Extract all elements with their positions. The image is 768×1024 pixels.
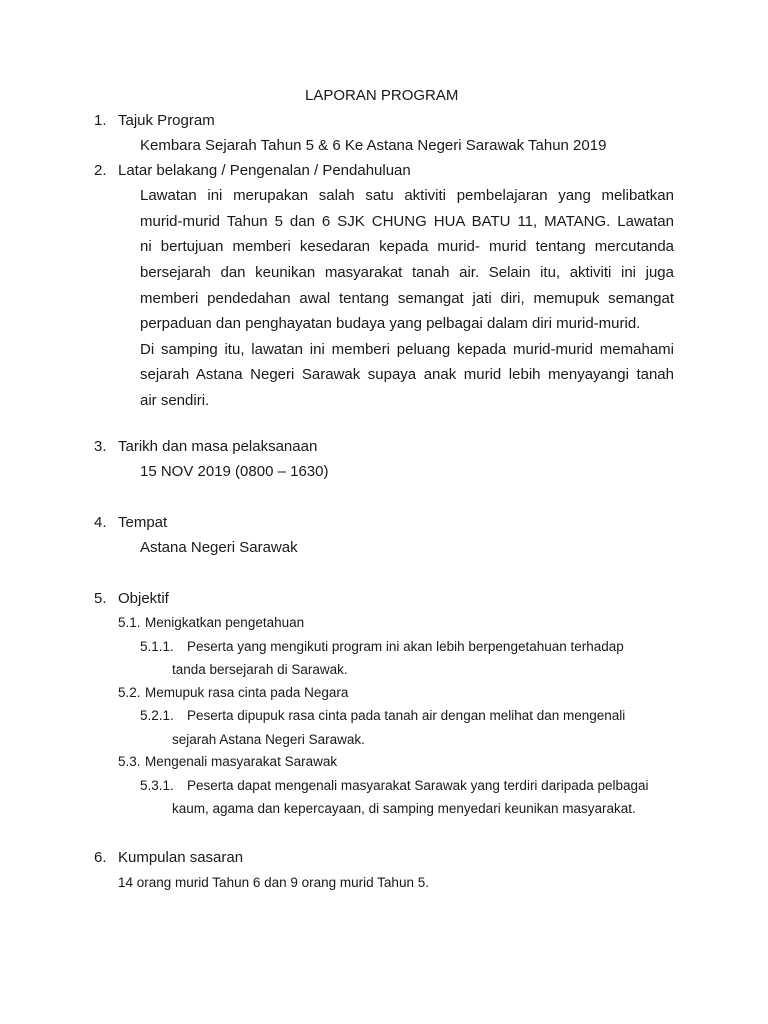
section-2-line: Di samping itu, lawatan ini memberi peluang kepada murid-murid memahami <box>140 341 674 358</box>
subsection-5-1-number: 5.1. <box>118 615 141 630</box>
item-5-2-1-line: sejarah Astana Negeri Sarawak. <box>172 732 365 747</box>
section-2-line: sejarah Astana Negeri Sarawak supaya anak murid lebih menyayangi tanah <box>140 366 674 383</box>
section-6-number: 6. <box>94 849 107 866</box>
section-2-line: air sendiri. <box>140 392 210 409</box>
section-2-line: murid-murid Tahun 5 dan 6 SJK CHUNG HUA BATU 11, MATANG. Lawatan <box>140 213 674 230</box>
section-2-line: memberi pendedahan awal tentang semangat jati diri, memupuk semangat <box>140 290 674 307</box>
item-5-3-1-number: 5.3.1. <box>140 778 174 793</box>
section-1-body: Kembara Sejarah Tahun 5 & 6 Ke Astana Negeri Sarawak Tahun 2019 <box>140 137 607 154</box>
section-2-line: ni bertujuan memberi kesedaran kepada murid- murid tentang mercutanda <box>140 238 674 255</box>
section-1-number: 1. <box>94 112 107 129</box>
item-5-2-1-line: Peserta dipupuk rasa cinta pada tanah air dengan melihat dan mengenali <box>187 708 626 723</box>
section-2-line: bersejarah dan keunikan masyarakat tanah air. Selain itu, aktiviti ini juga <box>140 264 674 281</box>
section-5-heading: Objektif <box>118 590 169 607</box>
section-5-number: 5. <box>94 590 107 607</box>
item-5-1-1-line: Peserta yang mengikuti program ini akan lebih berpengetahuan terhadap <box>187 639 624 654</box>
subsection-5-2-number: 5.2. <box>118 685 141 700</box>
section-3-number: 3. <box>94 438 107 455</box>
section-4-heading: Tempat <box>118 514 168 531</box>
item-5-3-1-line: kaum, agama dan kepercayaan, di samping menyedari keunikan masyarakat. <box>172 801 636 816</box>
section-2-line: Lawatan ini merupakan salah satu aktiviti pembelajaran yang melibatkan <box>140 187 674 204</box>
section-4-number: 4. <box>94 514 107 531</box>
subsection-5-3-heading: Mengenali masyarakat Sarawak <box>145 754 338 769</box>
subsection-5-2-heading: Memupuk rasa cinta pada Negara <box>145 685 349 700</box>
section-2-line: perpaduan dan penghayatan budaya yang pelbagai dalam diri murid-murid. <box>140 315 641 332</box>
section-2-heading: Latar belakang / Pengenalan / Pendahuluan <box>118 162 411 179</box>
section-2-number: 2. <box>94 162 107 179</box>
subsection-5-1-heading: Menigkatkan pengetahuan <box>145 615 305 630</box>
section-1-heading: Tajuk Program <box>118 112 215 129</box>
section-6-heading: Kumpulan sasaran <box>118 849 244 866</box>
section-4-body: Astana Negeri Sarawak <box>140 539 298 556</box>
item-5-2-1-number: 5.2.1. <box>140 708 174 723</box>
section-6-body: 14 orang murid Tahun 6 dan 9 orang murid Tahun 5. <box>118 875 429 890</box>
item-5-1-1-line: tanda bersejarah di Sarawak. <box>172 662 348 677</box>
item-5-3-1-line: Peserta dapat mengenali masyarakat Sarawak yang terdiri daripada pelbagai <box>187 778 649 793</box>
subsection-5-3-number: 5.3. <box>118 754 141 769</box>
item-5-1-1-number: 5.1.1. <box>140 639 174 654</box>
section-3-body: 15 NOV 2019 (0800 – 1630) <box>140 463 329 480</box>
page-title: LAPORAN PROGRAM <box>305 87 459 104</box>
section-3-heading: Tarikh dan masa pelaksanaan <box>118 438 318 455</box>
